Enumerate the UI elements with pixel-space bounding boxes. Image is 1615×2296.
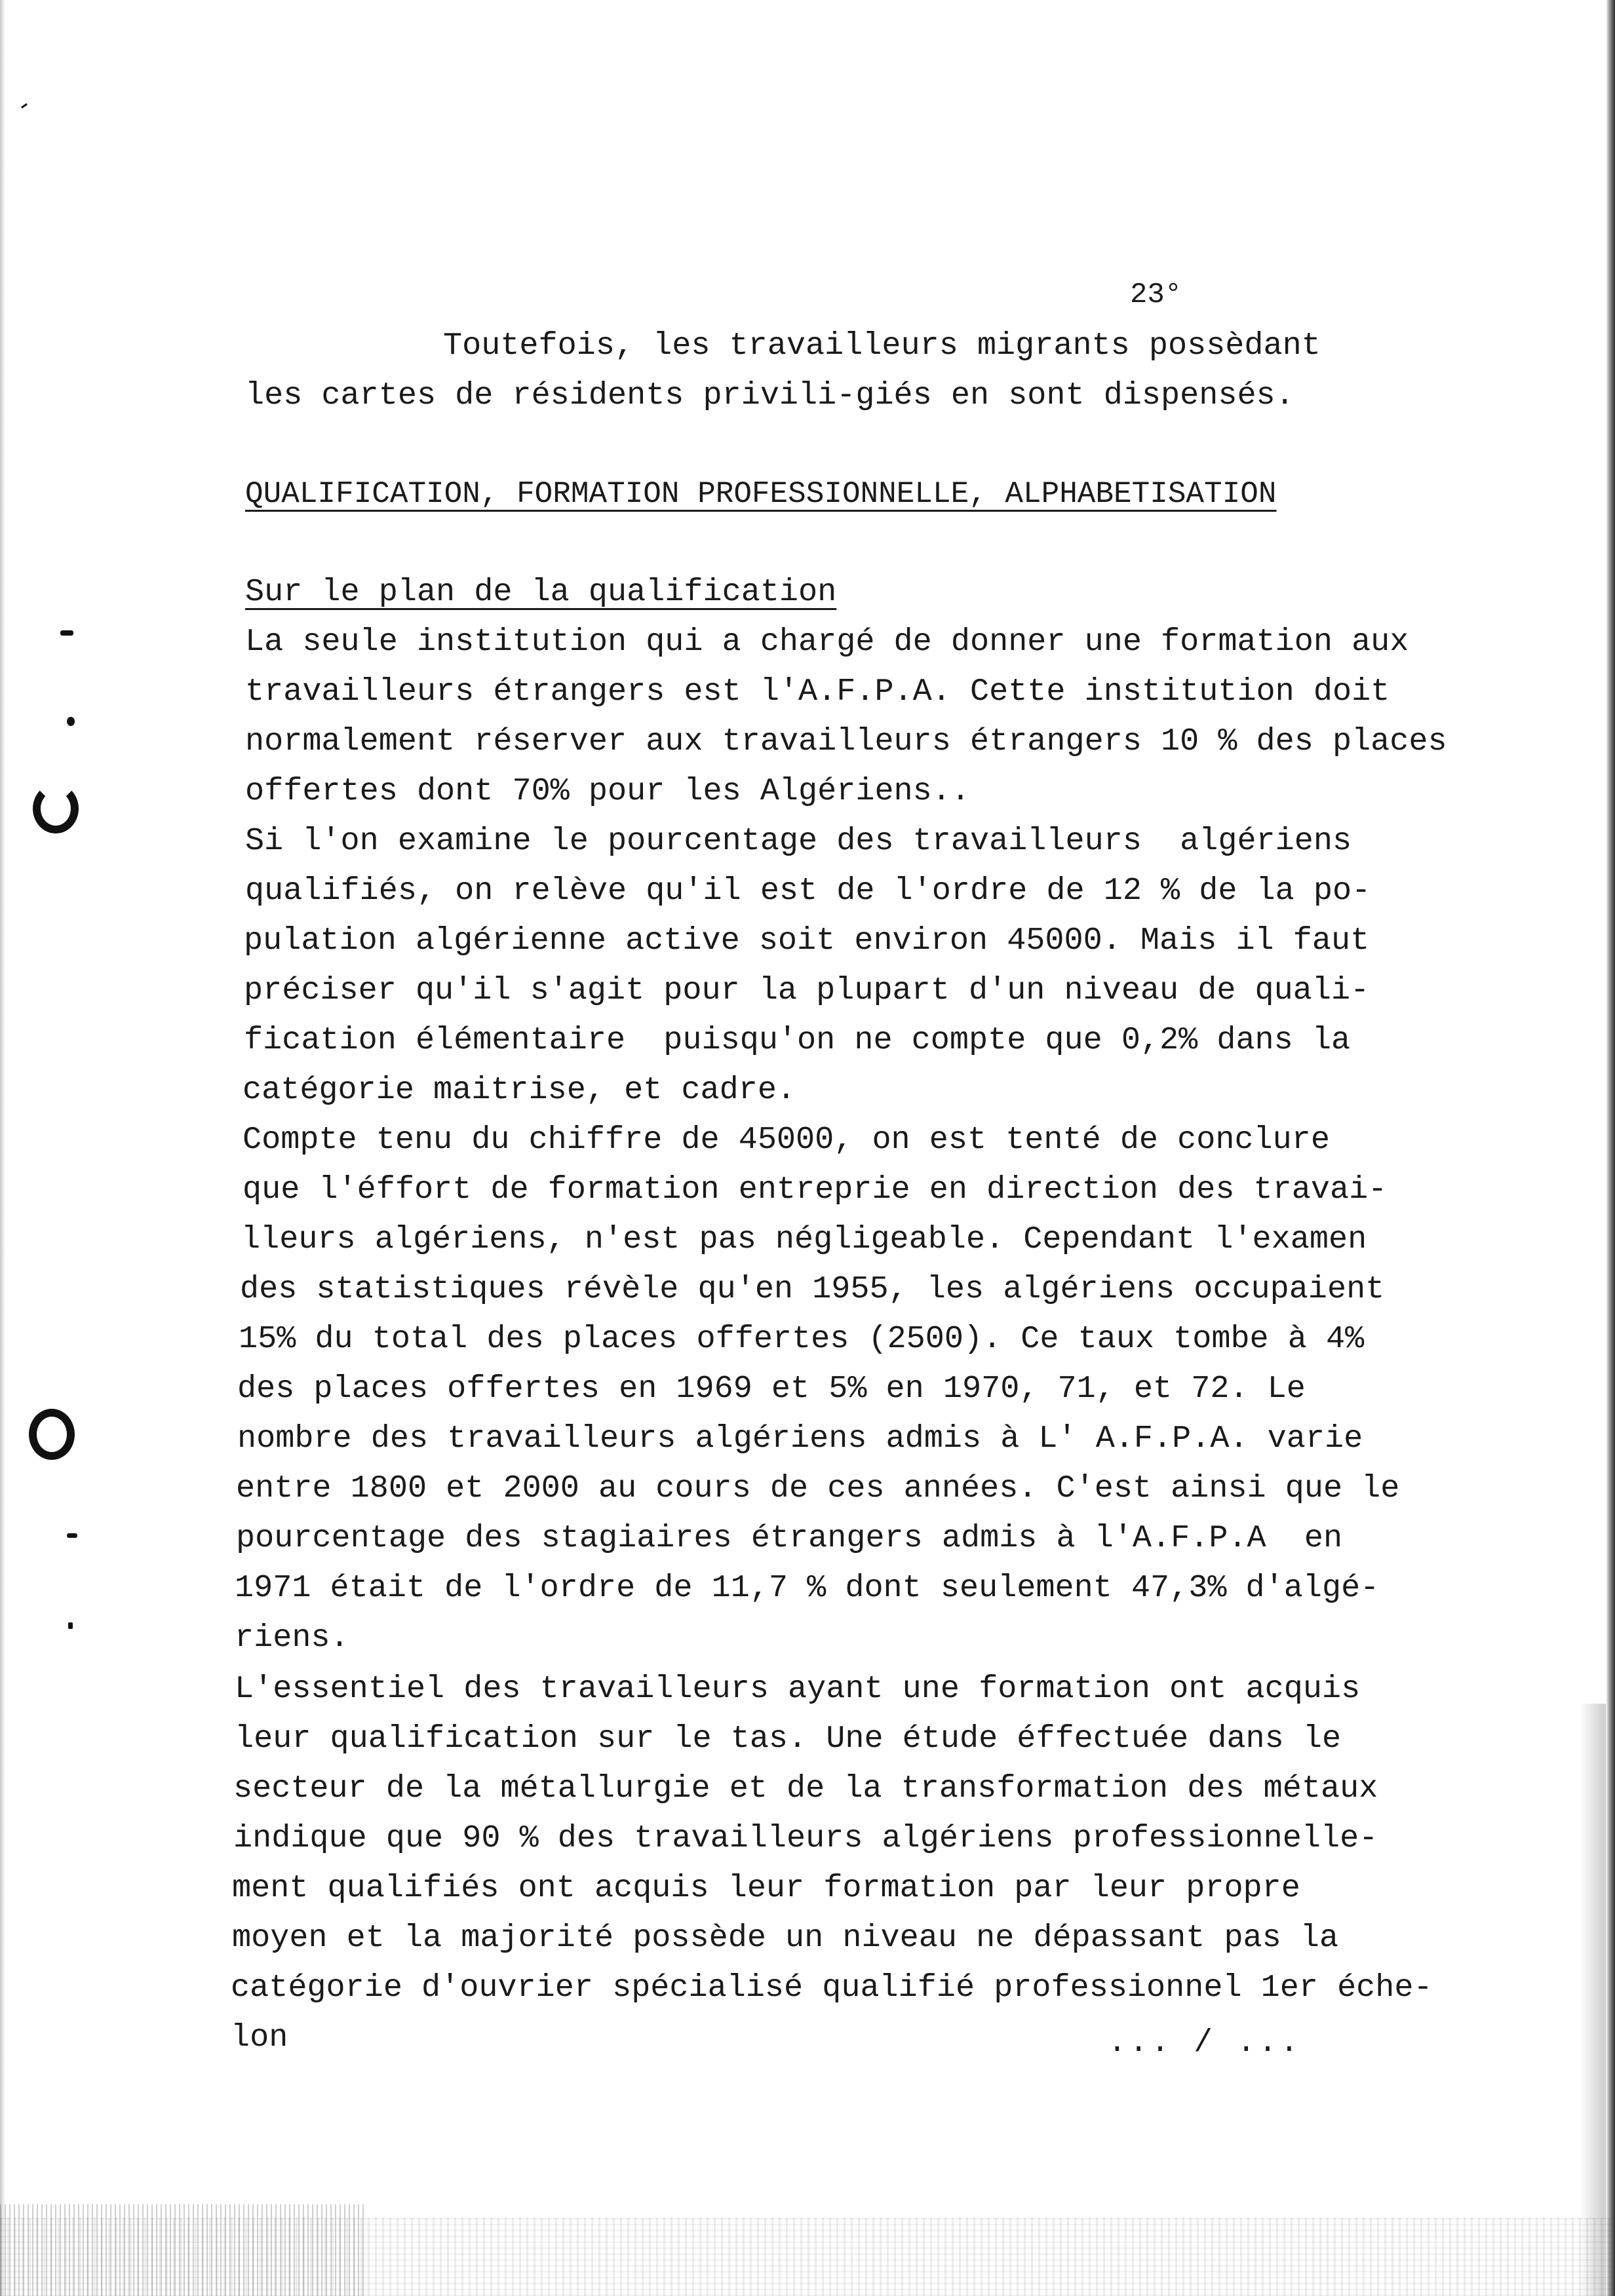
body-line: ment qualifiés ont acquis leur formation par leur propre bbox=[232, 1870, 1300, 1906]
continuation-mark: ... / ... bbox=[1108, 2025, 1302, 2061]
body-line: lon bbox=[231, 2019, 288, 2056]
body-line: préciser qu'il s'agit pour la plupart d'un niveau de quali- bbox=[244, 972, 1370, 1008]
intro-line: Toutefois, les travailleurs migrants possèdant bbox=[443, 328, 1321, 364]
punch-hole-mark bbox=[29, 1409, 75, 1460]
body-line: Si l'on examine le pourcentage des travailleurs algériens bbox=[245, 823, 1352, 859]
body-line: Compte tenu du chiffre de 45000, on est tenté de conclure bbox=[243, 1122, 1330, 1158]
page-number: 23° bbox=[1130, 278, 1182, 311]
margin-dash-mark bbox=[60, 630, 73, 636]
body-line: pourcentage des stagiaires étrangers admis à l'A.F.P.A en bbox=[236, 1520, 1343, 1556]
margin-dot-mark bbox=[68, 1622, 73, 1629]
body-line: catégorie d'ouvrier spécialisé qualifié professionnel 1er éche- bbox=[231, 1970, 1433, 2006]
subsection-heading: Sur le plan de la qualification bbox=[245, 574, 837, 610]
intro-line: les cartes de résidents privili-giés en sont dispensés. bbox=[245, 377, 1294, 413]
body-line: L'essentiel des travailleurs ayant une formation ont acquis bbox=[235, 1671, 1361, 1707]
body-line: riens. bbox=[235, 1620, 349, 1656]
body-line: indique que 90 % des travailleurs algériens professionnelle- bbox=[233, 1820, 1378, 1856]
scan-right-shadow bbox=[1580, 1704, 1606, 2296]
body-line: fication élémentaire puisqu'on ne compte que 0,2% dans la bbox=[244, 1022, 1351, 1058]
scan-bottom-left-noise bbox=[0, 2204, 367, 2296]
body-line: moyen et la majorité possède un niveau ne dépassant pas la bbox=[232, 1920, 1339, 1956]
body-line: 15% du total des places offertes (2500). Ce taux tombe à 4% bbox=[239, 1321, 1365, 1357]
body-line: La seule institution qui a chargé de donner une formation aux bbox=[245, 624, 1409, 660]
margin-dash-mark bbox=[67, 1533, 77, 1538]
body-line: lleurs algériens, n'est pas négligeable. Cependant l'examen bbox=[241, 1221, 1367, 1257]
scan-left-edge bbox=[0, 0, 5, 2296]
margin-dot-mark bbox=[67, 717, 75, 726]
body-line: 1971 était de l'ordre de 11,7 % dont seulement 47,3% d'algé- bbox=[235, 1570, 1380, 1606]
body-line: offertes dont 70% pour les Algériens.. bbox=[245, 773, 970, 809]
body-line: nombre des travailleurs algériens admis à L' A.F.P.A. varie bbox=[237, 1421, 1363, 1457]
body-line: secteur de la métallurgie et de la transformation des métaux bbox=[233, 1770, 1378, 1807]
binding-hole-mark bbox=[33, 784, 79, 833]
body-line: que l'éffort de formation entreprie en direction des travai- bbox=[243, 1172, 1388, 1208]
body-line: normalement réserver aux travailleurs étrangers 10 % des places bbox=[245, 723, 1447, 759]
margin-tick-mark bbox=[21, 103, 28, 108]
body-line: des statistiques révèle qu'en 1955, les algériens occupaient bbox=[240, 1271, 1385, 1307]
scan-right-edge bbox=[1606, 0, 1615, 2296]
body-line: qualifiés, on relève qu'il est de l'ordre de 12 % de la po- bbox=[245, 873, 1371, 909]
body-line: travailleurs étrangers est l'A.F.P.A. Cette institution doit bbox=[245, 674, 1390, 710]
body-line: entre 1800 et 2000 au cours de ces années. C'est ainsi que le bbox=[236, 1470, 1400, 1506]
body-line: leur qualification sur le tas. Une étude éffectuée dans le bbox=[235, 1721, 1342, 1757]
body-line: pulation algérienne active soit environ 45000. Mais il faut bbox=[244, 923, 1370, 959]
body-line: des places offertes en 1969 et 5% en 1970, 71, et 72. Le bbox=[237, 1371, 1306, 1407]
section-heading: QUALIFICATION, FORMATION PROFESSIONNELLE, ALPHABETISATION bbox=[245, 477, 1277, 511]
body-line: catégorie maitrise, et cadre. bbox=[243, 1072, 796, 1108]
